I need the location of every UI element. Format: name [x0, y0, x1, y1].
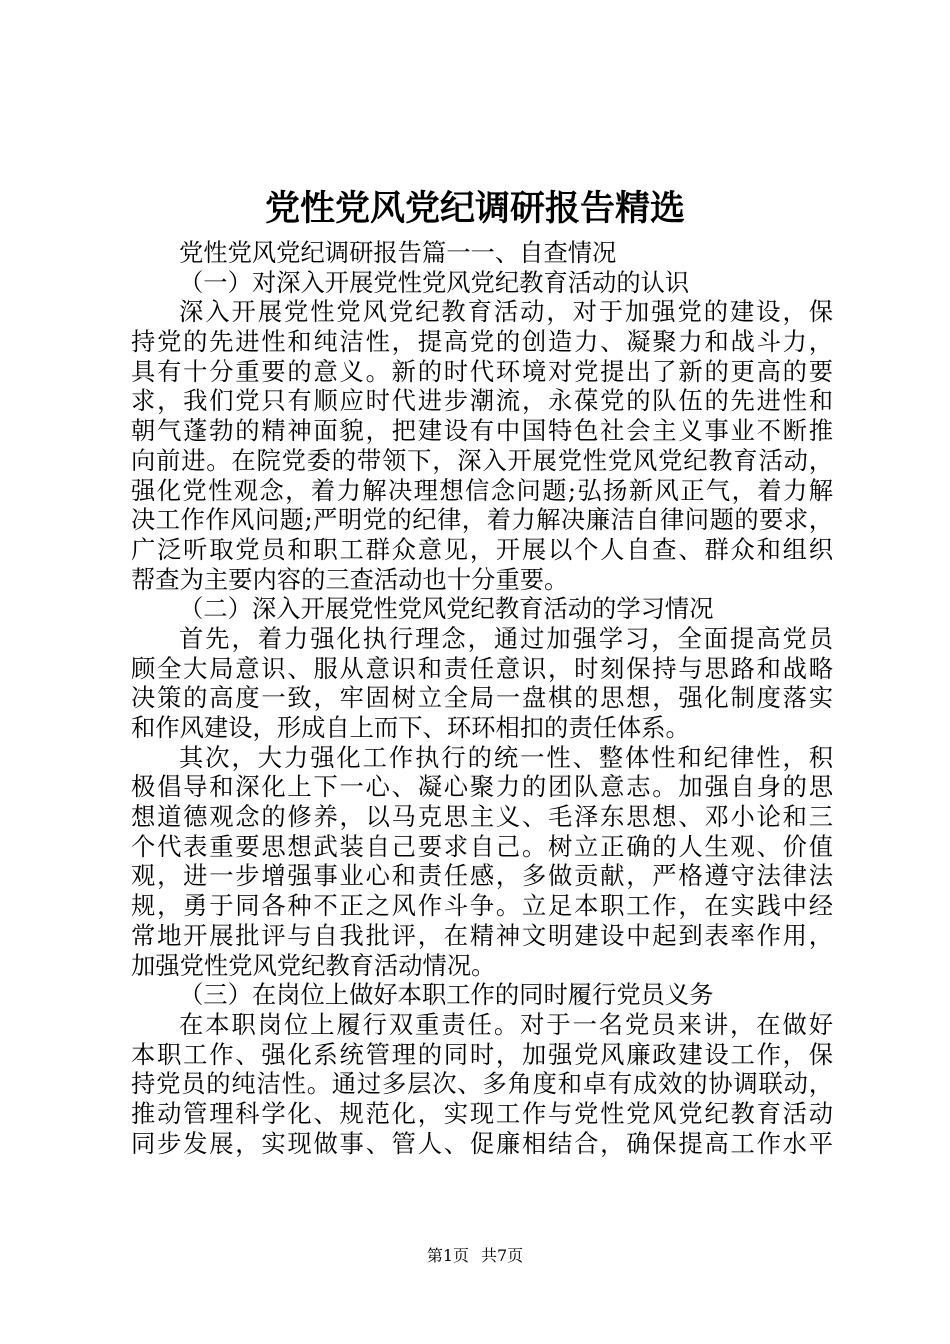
text-line: 决工作作风问题;严明党的纪律，着力解决廉洁自律问题的要求， [131, 505, 833, 535]
text-line: 强化党性观念，着力解决理想信念问题;弘扬新风正气，着力解 [131, 475, 833, 505]
text-line: 推动管理科学化、规范化，实现工作与党性党风党纪教育活动 [131, 1098, 833, 1128]
page-footer [0, 1245, 950, 1267]
text-line: 想道德观念的修养，以马克思主义、毛泽东思想、邓小论和三 [131, 802, 833, 832]
text-line: 党性党风党纪调研报告篇一一、自查情况 [179, 238, 617, 267]
text-line: （二）深入开展党性党风党纪教育活动的学习情况 [179, 594, 714, 624]
text-line: 规，勇于同各种不正之风作斗争。立足本职工作，在实践中经 [131, 891, 833, 921]
text-line: 加强党性党风党纪教育活动情况。 [131, 950, 496, 980]
text-line: 求，我们党只有顺应时代进步潮流，永葆党的队伍的先进性和 [131, 386, 833, 416]
text-line: 帮查为主要内容的三查活动也十分重要。 [131, 564, 569, 594]
text-line: 首先，着力强化执行理念，通过加强学习，全面提高党员 [179, 623, 833, 653]
text-line: 和作风建设，形成自上而下、环环相扣的责任体系。 [131, 713, 690, 742]
text-line: 向前进。在院党委的带领下，深入开展党性党风党纪教育活动， [131, 445, 833, 475]
text-line: 极倡导和深化上下一心、凝心聚力的团队意志。加强自身的思 [131, 772, 833, 802]
text-line: （一）对深入开展党性党风党纪教育活动的认识 [179, 267, 690, 297]
document-body [131, 238, 833, 1158]
text-line: 广泛听取党员和职工群众意见，开展以个人自查、群众和组织 [131, 534, 833, 564]
text-line: 观，进一步增强事业心和责任感，多做贡献，严格遵守法律法 [131, 861, 833, 891]
text-line: 常地开展批评与自我批评，在精神文明建设中起到表率作用， [131, 920, 833, 950]
document-title: 党性党风党纪调研报告精选 [264, 188, 685, 229]
text-line: 具有十分重要的意义。新的时代环境对党提出了新的更高的要 [131, 356, 833, 386]
text-line: 同步发展，实现做事、管人、促廉相结合，确保提高工作水平 [131, 1128, 833, 1158]
text-line: 个代表重要思想武装自己要求自己。树立正确的人生观、价值 [131, 831, 833, 861]
text-line: 顾全大局意识、服从意识和责任意识，时刻保持与思路和战略 [131, 653, 833, 683]
text-line: 其次，大力强化工作执行的统一性、整体性和纪律性，积 [179, 742, 833, 772]
text-line: （三）在岗位上做好本职工作的同时履行党员义务 [179, 980, 714, 1010]
text-line: 在本职岗位上履行双重责任。对于一名党员来讲，在做好 [179, 1009, 833, 1039]
text-line: 朝气蓬勃的精神面貌，把建设有中国特色社会主义事业不断推 [131, 416, 833, 446]
page-total: 共7页 [481, 1246, 524, 1265]
text-line: 持党员的纯洁性。通过多层次、多角度和卓有成效的协调联动， [131, 1069, 833, 1099]
text-line: 本职工作、强化系统管理的同时，加强党风廉政建设工作，保 [131, 1039, 833, 1069]
page-number: 第1页 [426, 1246, 469, 1265]
text-line: 深入开展党性党风党纪教育活动，对于加强党的建设，保 [179, 297, 833, 327]
text-line: 持党的先进性和纯洁性，提高党的创造力、凝聚力和战斗力， [131, 327, 833, 357]
text-line: 决策的高度一致，牢固树立全局一盘棋的思想，强化制度落实 [131, 683, 833, 713]
